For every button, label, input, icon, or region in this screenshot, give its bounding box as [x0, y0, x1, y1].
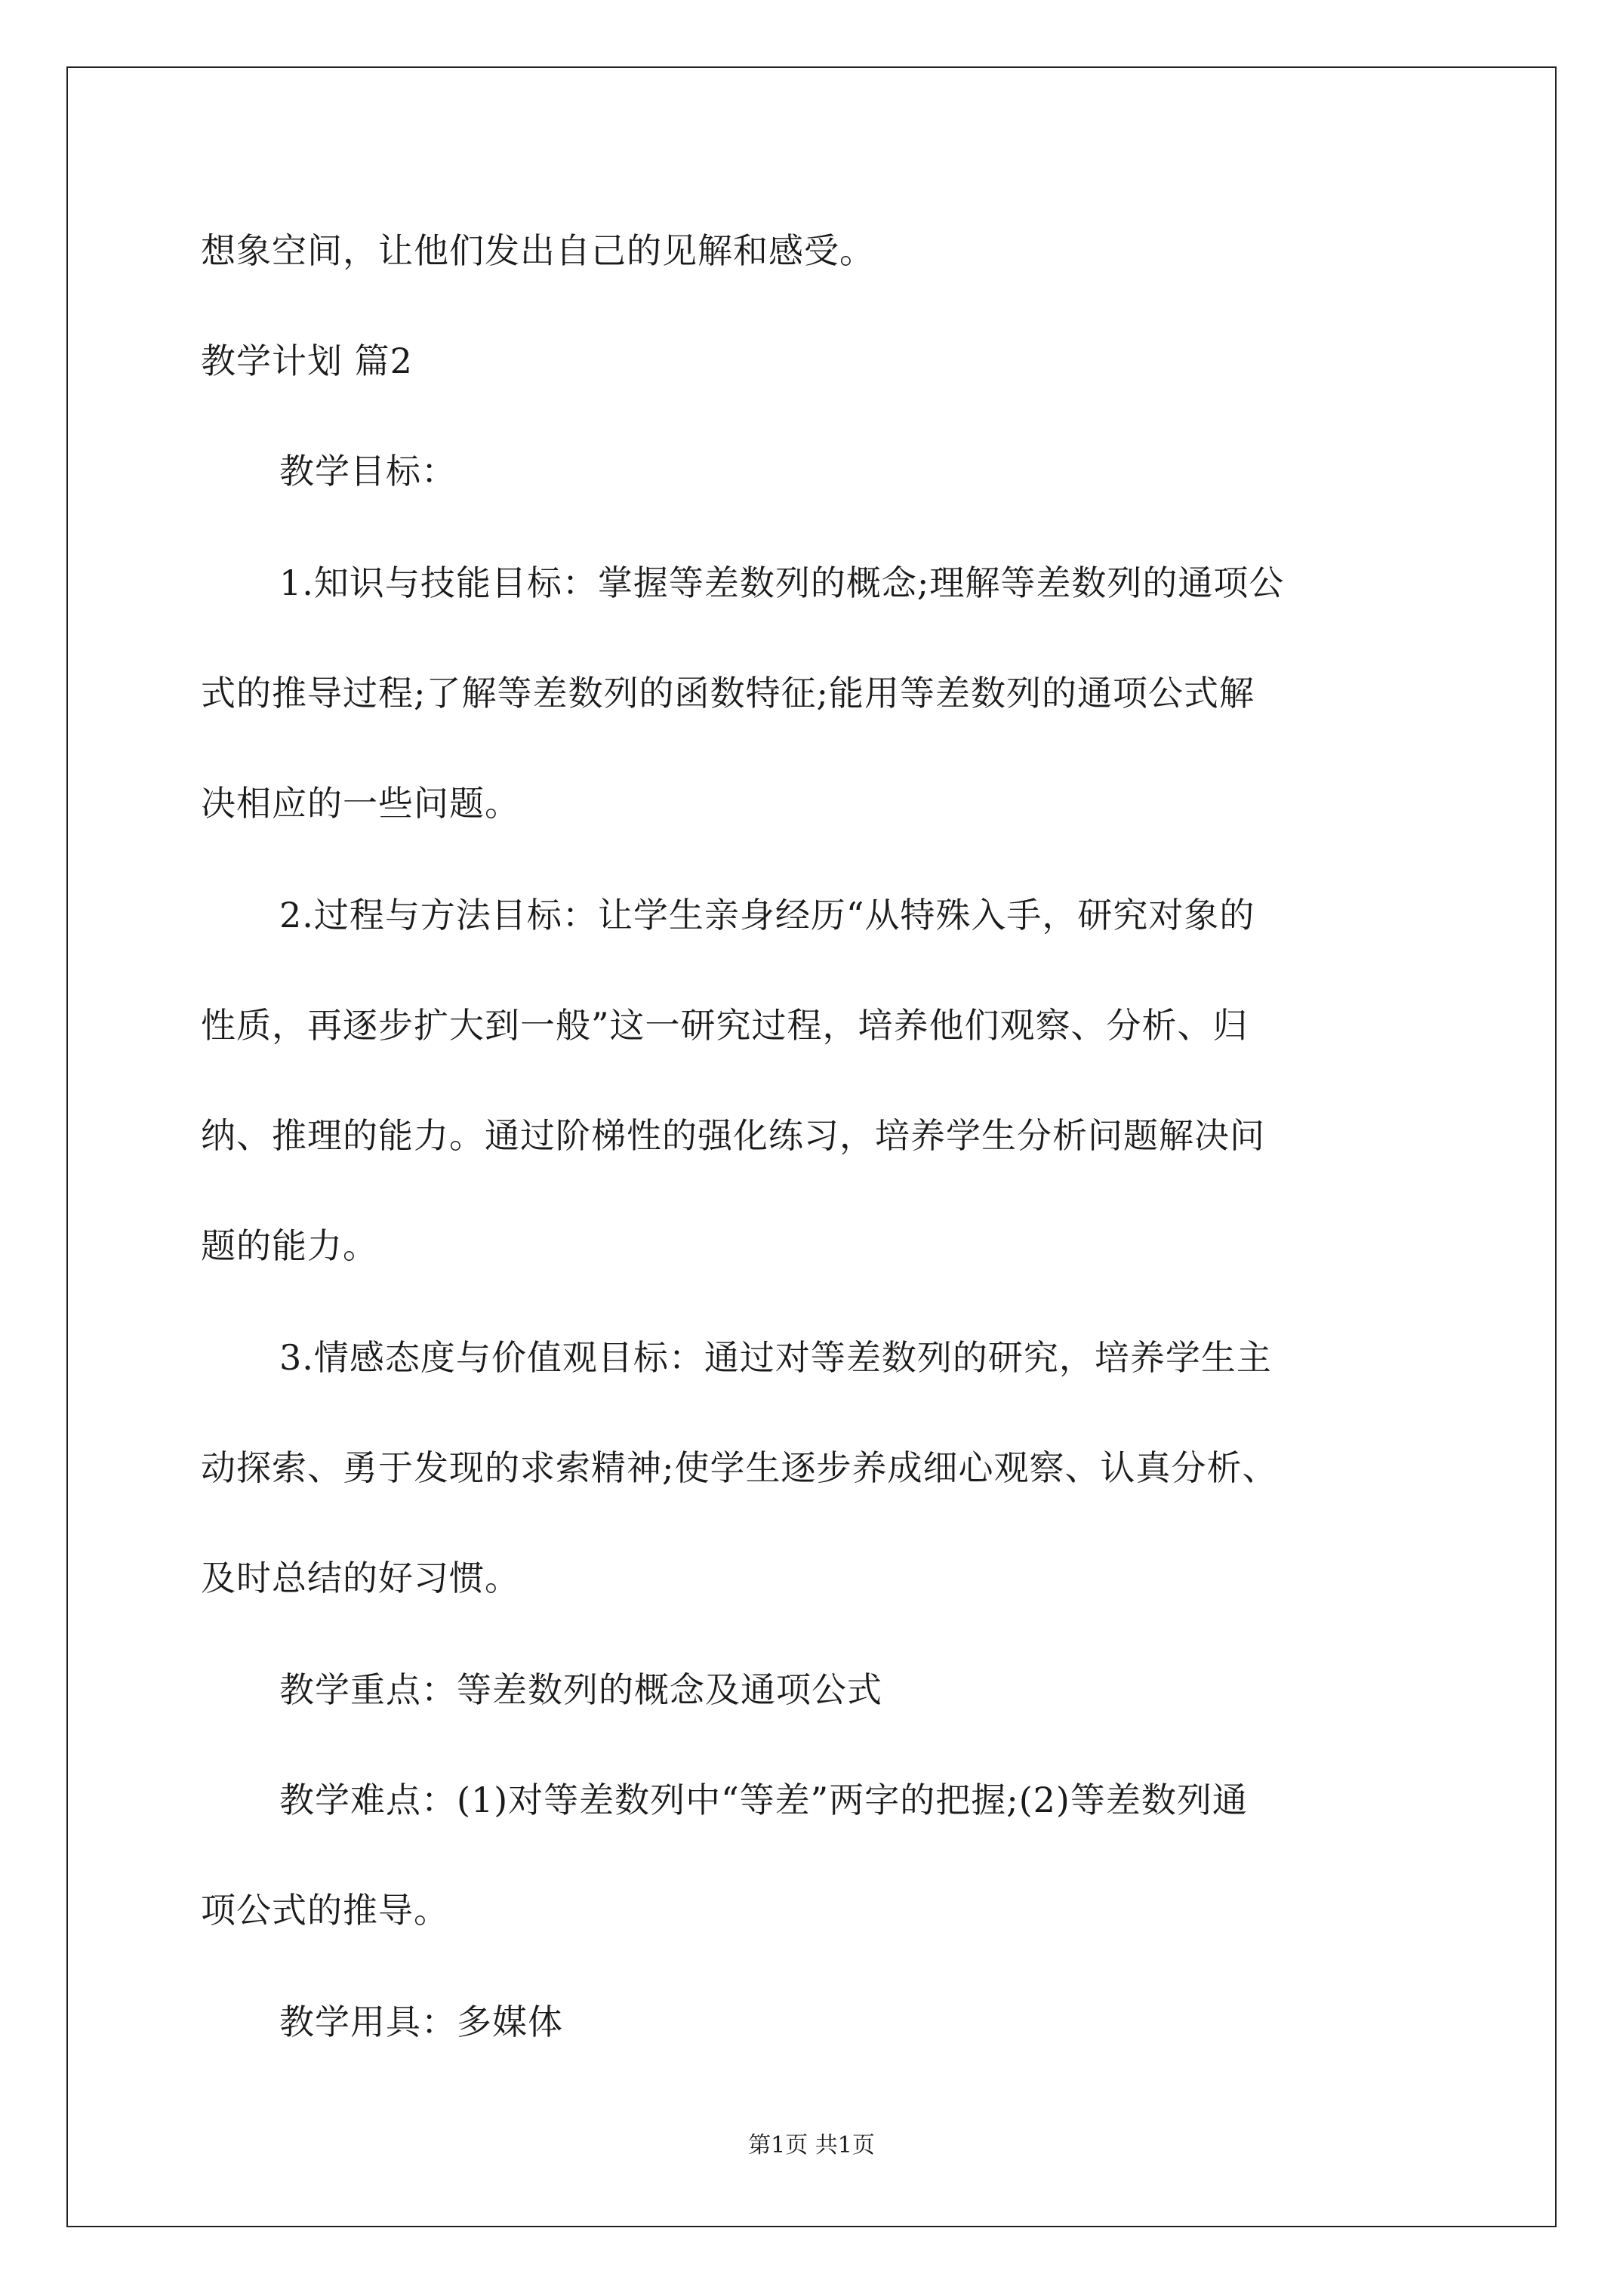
paragraph-line: 教学用具：多媒体 — [279, 2002, 563, 2042]
paragraph-line: 动探索、勇于发现的求索精神;使学生逐步养成细心观察、认真分析、 — [201, 1447, 1278, 1488]
paragraph-line: 项公式的推导。 — [201, 1890, 449, 1931]
paragraph-line: 教学目标： — [279, 451, 457, 492]
paragraph-line: 决相应的一些问题。 — [201, 783, 520, 824]
paragraph-line: 题的能力。 — [201, 1225, 378, 1266]
paragraph-line: 2.过程与方法目标：让学生亲身经历“从特殊入手，研究对象的 — [279, 895, 1255, 935]
paragraph-line: 想象空间，让他们发出自己的见解和感受。 — [201, 230, 875, 271]
paragraph-line: 及时总结的好习惯。 — [201, 1558, 520, 1598]
paragraph-line: 1.知识与技能目标：掌握等差数列的概念;理解等差数列的通项公 — [279, 562, 1285, 603]
paragraph-line: 性质，再逐步扩大到一般”这一研究过程，培养他们观察、分析、归 — [201, 1005, 1249, 1046]
paragraph-line: 教学重点：等差数列的概念及通项公式 — [279, 1669, 882, 1710]
page-footer: 第1页 共1页 — [748, 2132, 875, 2159]
paragraph-line: 式的推导过程;了解等差数列的函数特征;能用等差数列的通项公式解 — [201, 673, 1255, 713]
paragraph-line: 教学难点：(1)对等差数列中“等差”两字的把握;(2)等差数列通 — [279, 1780, 1248, 1820]
paragraph-line: 纳、推理的能力。通过阶梯性的强化练习，培养学生分析问题解决问 — [201, 1115, 1265, 1156]
paragraph-line: 3.情感态度与价值观目标：通过对等差数列的研究，培养学生主 — [279, 1337, 1272, 1378]
section-heading: 教学计划 篇2 — [201, 341, 413, 381]
